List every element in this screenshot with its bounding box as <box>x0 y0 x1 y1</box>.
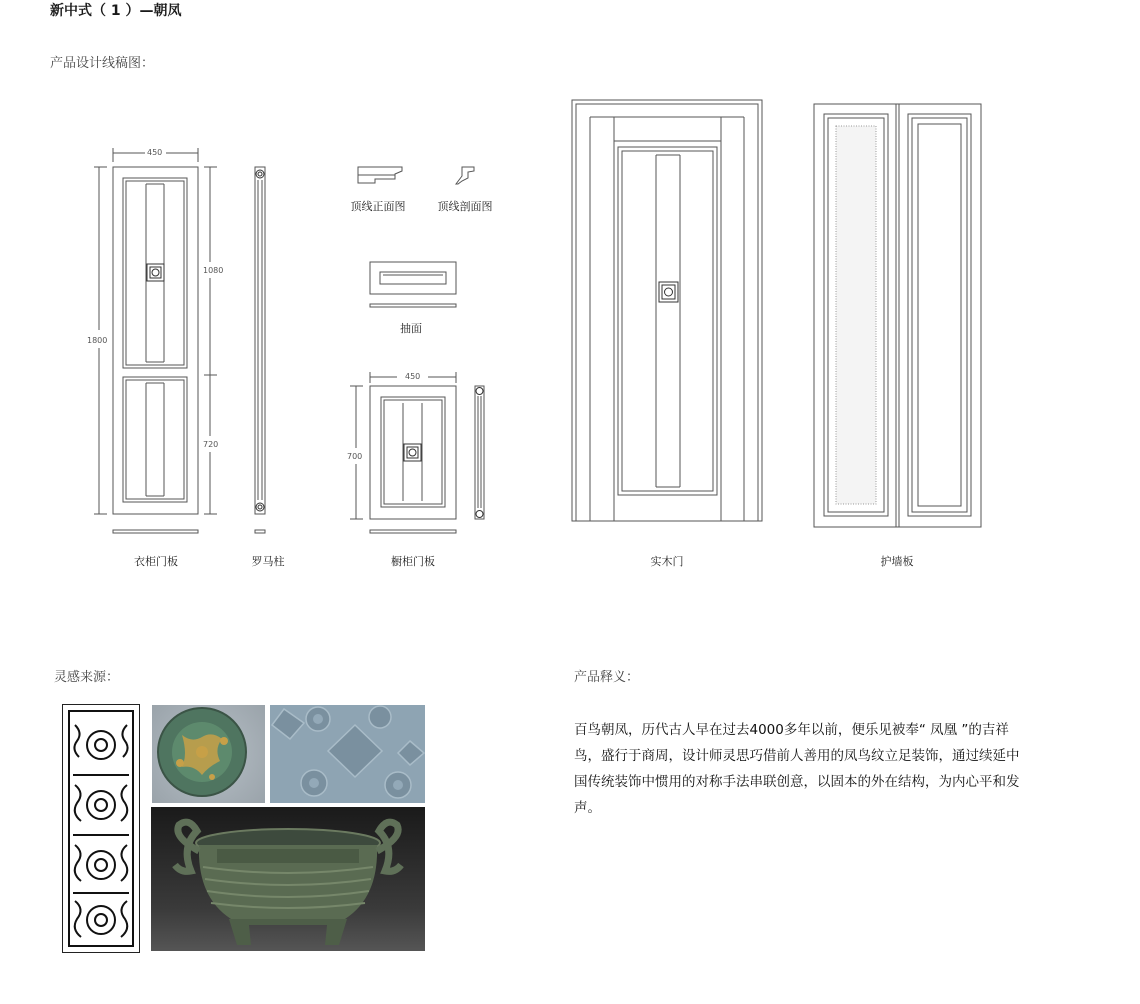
wall-panel-drawing <box>814 104 981 527</box>
caption-drawer-face: 抽面 <box>400 322 422 335</box>
stone-carving-image <box>270 705 425 803</box>
product-description: 百鸟朝凤，历代古人早在过去4000多年以前，便乐见被奉“ 凤凰 ”的吉祥鸟，盛行于商周，设计师灵思巧借前人善用的凤鸟纹立足装饰，通过续延中国传统装饰中惯用的对称手法串联创意，以固本的外在结构，为内心平和发声。 <box>574 722 1020 816</box>
top-line-drawings <box>358 167 474 184</box>
dim-wardrobe-upper: 1080 <box>203 266 224 275</box>
dim-cabinet-height: 700 <box>347 452 363 461</box>
roman-column-drawing <box>255 167 265 533</box>
dim-wardrobe-lower: 720 <box>203 440 219 449</box>
drawer-face-drawing <box>370 262 456 307</box>
caption-wall-panel: 护墙板 <box>880 555 914 568</box>
caption-roman-column: 罗马柱 <box>251 555 285 568</box>
caption-cabinet-door: 橱柜门板 <box>391 555 435 568</box>
caption-top-line-section: 顶线剖面图 <box>437 200 493 213</box>
dim-wardrobe-height: 1800 <box>87 336 108 345</box>
bronze-mirror-image <box>152 705 265 803</box>
cabinet-door-drawing <box>350 372 484 533</box>
caption-solid-wood-door: 实木门 <box>650 555 684 568</box>
phoenix-pattern-rubbing-image <box>62 704 140 953</box>
bronze-vessel-image <box>151 807 425 951</box>
caption-top-line-front: 顶线正面图 <box>350 200 406 213</box>
section-design-heading: 产品设计线稿图： <box>50 56 155 71</box>
page-title: 新中式（ 1 ）—朝凤 <box>50 3 182 19</box>
dim-cabinet-width: 450 <box>405 372 421 381</box>
wardrobe-door-drawing <box>94 148 217 533</box>
section-inspiration-heading: 灵感来源： <box>54 670 120 685</box>
caption-wardrobe-door: 衣柜门板 <box>134 555 178 568</box>
section-interpretation-heading: 产品释义： <box>574 670 640 685</box>
dim-wardrobe-width: 450 <box>147 148 163 157</box>
solid-wood-door-drawing <box>572 100 762 521</box>
